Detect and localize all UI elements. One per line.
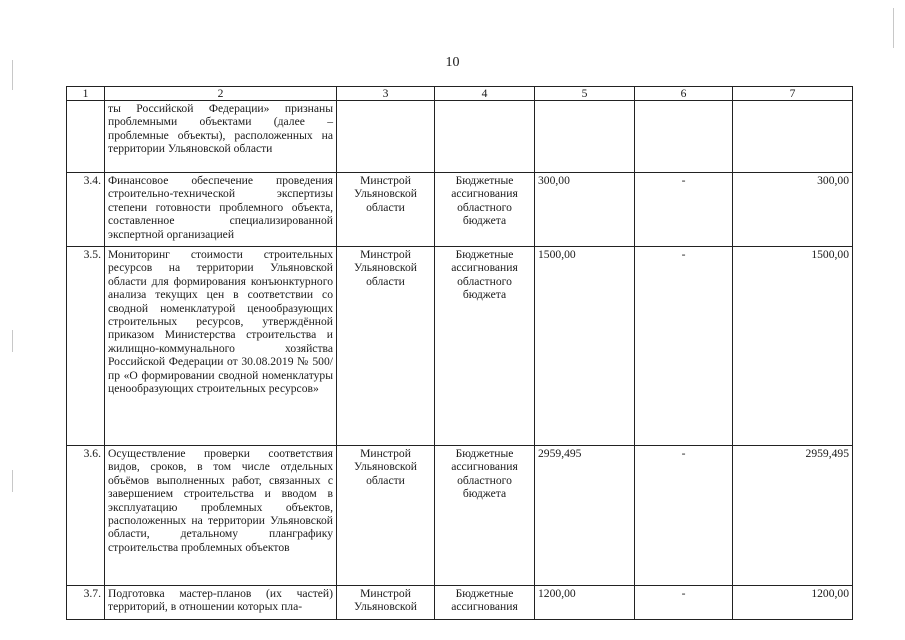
column-header: 3 [337,87,435,101]
column-header: 7 [733,87,853,101]
table-row [67,446,853,586]
item-col6: - [635,247,733,446]
scan-edge-mark [12,470,13,492]
column-header: 1 [67,87,105,101]
item-col6: - [635,586,733,620]
column-number-row [67,87,853,101]
item-executor: Минстрой Ульяновской [337,586,435,620]
item-description: Финансовое обеспечение проведения строительно-технической экспертизы степени готовности проблемного объекта, составленное специализированной экспертной организацией [105,173,337,247]
item-number: 3.4. [67,173,105,247]
item-col7: 1500,00 [733,247,853,446]
item-executor: Минстрой Ульяновской области [337,446,435,586]
item-funding-source: Бюджетные ассигнования областного бюджета [435,446,535,586]
item-description: Осуществление проверки соответствия видов, сроков, в том числе отдельных объёмов выполненных работ, связанных с завершением строительства и вводом в эксплуатацию проблемных объектов, расположенных на территории Ульяновской области, детальному планграфику строительства проблемных объектов [105,446,337,586]
item-total: 300,00 [535,173,635,247]
scan-edge-mark [12,330,13,352]
item-description: Мониторинг стоимости строительных ресурсов на территории Ульяновской области для формирования конъюнктурного анализа текущих цен в соответствии со сводной номенклатурой ценообразующих строительных ресурсов, утверждённой приказом Министерства строительства и жилищно-коммунального хозяйства Российской Федерации от 30.08.2019 № 500/пр «О формировании сводной номенклатуры ценообразующих строительных ресурсов» [105,247,337,446]
item-funding-source: Бюджетные ассигнования областного бюджета [435,173,535,247]
item-total: 1500,00 [535,247,635,446]
item-col6 [635,101,733,173]
item-executor [337,101,435,173]
column-header: 6 [635,87,733,101]
table-row [67,101,853,173]
scan-edge-mark [893,8,894,48]
item-total: 2959,495 [535,446,635,586]
item-funding-source [435,101,535,173]
table-row [67,247,853,446]
item-executor: Минстрой Ульяновской области [337,173,435,247]
item-funding-source: Бюджетные ассигнования [435,586,535,620]
column-header: 2 [105,87,337,101]
item-executor: Минстрой Ульяновской области [337,247,435,446]
item-col7: 300,00 [733,173,853,247]
page-number: 10 [445,55,460,70]
item-col7 [733,101,853,173]
table-row [67,173,853,247]
column-header: 4 [435,87,535,101]
item-number [67,101,105,173]
item-description: Подготовка мастер-планов (их частей) территорий, в отношении которых пла- [105,586,337,620]
item-funding-source: Бюджетные ассигнования областного бюджета [435,247,535,446]
item-total [535,101,635,173]
item-description: ты Российской Федерации» признаны проблемными объектами (далее – проблемные объекты), расположенных на территории Ульяновской области [105,101,337,173]
item-col6: - [635,446,733,586]
item-number: 3.7. [67,586,105,620]
item-col6: - [635,173,733,247]
item-number: 3.6. [67,446,105,586]
budget-table [66,86,853,620]
column-header: 5 [535,87,635,101]
item-total: 1200,00 [535,586,635,620]
item-col7: 1200,00 [733,586,853,620]
item-number: 3.5. [67,247,105,446]
item-col7: 2959,495 [733,446,853,586]
table-row [67,586,853,620]
